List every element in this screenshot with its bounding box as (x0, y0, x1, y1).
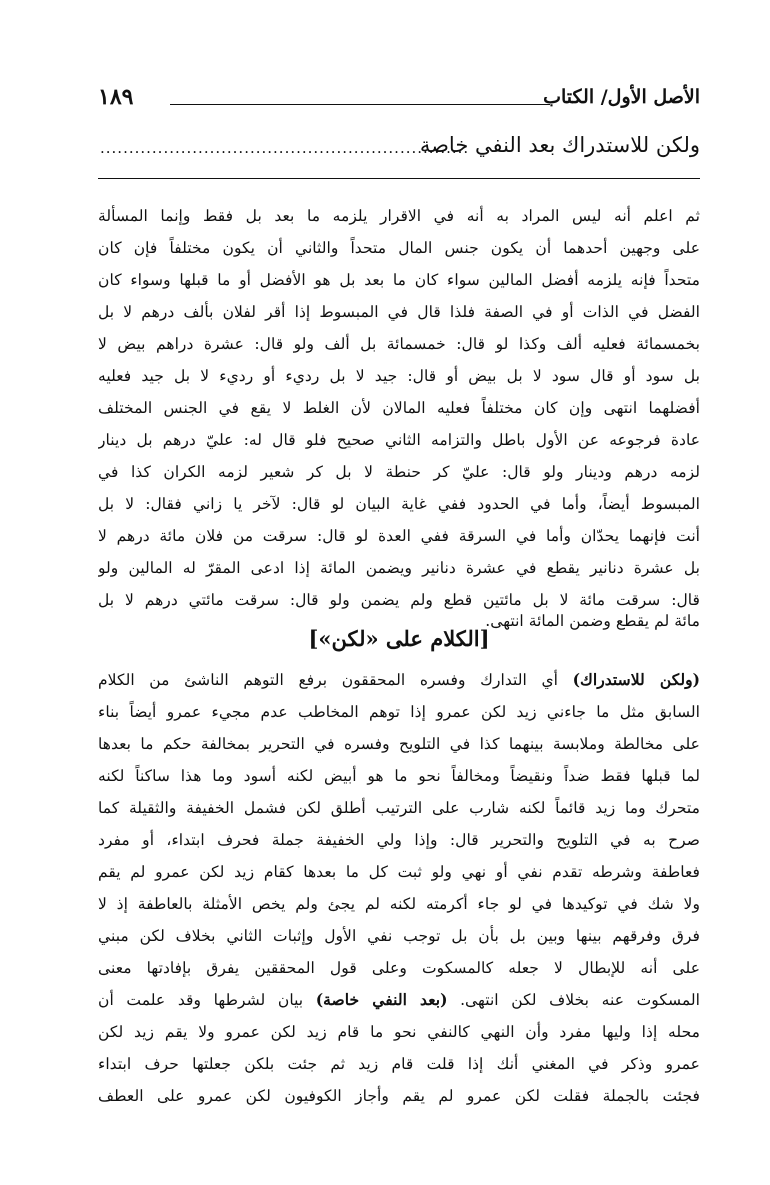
para2-line: محله إذا وليها مفرد وأن النهي كالنفي نحو ما قام زيد لكن عمرو ولا يقم زيد لكن (98, 1023, 700, 1041)
para2-line: على مخالطة وملابسة بينهما كذا في التلويح وفسره في التحرير بمخالفة حكم ما بعدها (98, 735, 700, 753)
page-number: ١٨٩ (98, 84, 134, 110)
header-rule (170, 104, 550, 105)
para1-line: لزمه درهم ودينار ولو قال: عليّ كر حنطة لا بل كر شعير لزمه الكران كذا في (98, 463, 700, 481)
para1-line: على وجهين أحدهما أن يكون جنس المال متحداً والثاني أن يكون مختلفاً فإن كان (98, 239, 700, 257)
para1-line: بل سود أو قال سود لا بل بيض أو قال: جيد لا بل رديء أو رديء لا بل جيد فعليه (98, 367, 700, 385)
matn-text: ولكن للاستدراك بعد النفي خاصة (419, 133, 700, 157)
para1-line: قال: سرقت مائة لا بل مائتين قطع ولم يضمن ولو قال: سرقت مائتي درهم لا بل (98, 591, 700, 609)
para2-line: لما قبلها فقط ضداً ونقيضاً ومخالفاً نحو ما هو أبيض لكنه أسود وما هذا ساكناً لكنه (98, 767, 700, 785)
para2-line-text: المسكوت عنه بخلاف لكن انتهى. (447, 991, 700, 1009)
para2-line: فرق وفرقهم بينها وبين بل بأن بل توجب نفي الأول وإثبات الثاني بخلاف لكن مبني (98, 927, 700, 945)
matn-quote: (بعد النفي خاصة) (315, 990, 448, 1009)
running-header (98, 86, 700, 120)
para2-line (98, 664, 700, 696)
para1-line: بل عشرة دنانير يقطع في عشرة دنانير ويضمن المائة إذا ادعى المقرّ له المالين ولو (98, 559, 700, 577)
para2-line: ولا شك في توكيدها في لو جاء أكرمته لكنه لم يجئ ولم يخص الأمثلة بالعاطفة إذ لا (98, 895, 700, 913)
para1-line: المبسوط أيضاً، وأما في الحدود ففي غاية البيان لو قال: لآخر يا زاني فقال: لا بل (98, 495, 700, 513)
para1-line: مائة لم يقطع وضمن المائة انتهى. (485, 612, 700, 630)
matn-quote: (ولكن للاستدراك) (572, 670, 700, 689)
section-heading: [الكلام على «لكن»] (308, 626, 490, 651)
para1-line: أنت فإنهما يحدّان وأما في السرقة ففي العدة لو قال: سرقت من فلان مائة درهم لا (98, 527, 700, 545)
para1-line: أفضلهما انتهى وإن كان مختلفاً فعليه المالان لأن الغلط لا يقع في الجنس المختلف (98, 399, 700, 417)
para2-line: عمرو وذكر في المغني أنك إذا قلت قام زيد ثم جئت بلكن جعلتها حرف ابتداء (98, 1055, 700, 1073)
para2-line-text: بيان لشرطها وقد علمت أن (98, 991, 316, 1009)
para1-line: بخمسمائة فعليه ألف وكذا لو قال: خمسمائة بل ألف ولو قال: عشرة دراهم بيض لا (98, 335, 700, 353)
separator-rule (98, 178, 700, 179)
para2-line (98, 984, 700, 1016)
matn-dots: ................................................................ (100, 139, 470, 157)
para2-line: على أنه للإبطال لا جعله كالمسكوت وعلى قول المحققين يفرق بإفادتها معنى (98, 959, 700, 977)
para1-line: ثم اعلم أنه ليس المراد به أنه في الاقرار يلزمه ما بعد بل فقط وإنما المسألة (98, 207, 700, 225)
para2-line: صرح به في التلويح والتحرير قال: وإذا ولي الخفيفة جملة فحرف ابتداء، أو مفرد (98, 831, 700, 849)
para2-line: السابق مثل ما جاءني زيد لكن عمرو إذا توهم المخاطب عدم مجيء عمرو أيضاً بناء (98, 703, 700, 721)
para1-line: الفضل في الذات أو في الصفة فلذا قال في المبسوط إذا أقر لفلان بألف درهم لا بل (98, 303, 700, 321)
para1-line: متحداً فإنه يلزمه أفضل المالين سواء كان ما بعد بل هو الأفضل أو ما قبلها وسواء كان (98, 271, 700, 289)
para2-line: فجئت بالجملة فقلت لكن عمرو لم يقم وأجاز الكوفيون لكن عمرو على العطف (98, 1087, 700, 1105)
para2-line-text: أي التدارك وفسره المحققون برفع التوهم الناشئ من الكلام (98, 671, 573, 689)
para2-line: فعاطفة وشرطه تقدم نفي أو نهي ولو ثبت كل ما بعدها كقام زيد لكن عمرو لم يقم (98, 863, 700, 881)
header-title: الأصل الأول/ الكتاب (543, 86, 700, 108)
matn-line (98, 133, 700, 169)
para1-line: عادة فرجوعه عن الأول باطل والتزامه الثاني صحيح فلو قال له: عليّ درهم بل دينار (98, 431, 700, 449)
para2-line: متحرك وما زيد قائماً لكنه شارب على الترتيب أطلق لكن فشمل الخفيفة والثقيلة كما (98, 799, 700, 817)
